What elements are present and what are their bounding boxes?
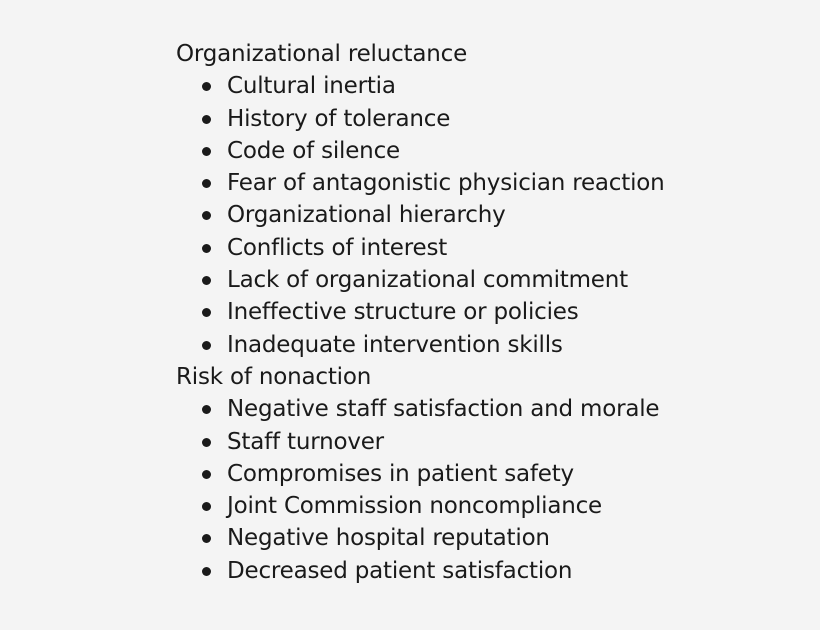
bullet-icon (202, 470, 211, 479)
section-organizational-reluctance (176, 38, 796, 361)
list-item (176, 458, 796, 490)
bullet-icon (202, 341, 211, 350)
list-item-text: Code of silence (227, 137, 400, 164)
document-body (176, 38, 796, 587)
list-item (176, 232, 796, 264)
list-item (176, 70, 796, 102)
list-item (176, 167, 796, 199)
list-item-text: Cultural inertia (227, 73, 396, 100)
list-item-text: Negative hospital reputation (227, 525, 550, 552)
bullet-icon (202, 179, 211, 188)
bullet-icon (202, 82, 211, 91)
bullet-icon (202, 276, 211, 285)
list-item-text: Joint Commission noncompliance (227, 493, 602, 520)
list-item (176, 199, 796, 231)
bullet-icon (202, 115, 211, 124)
list-item (176, 264, 796, 296)
list-item-text: Ineffective structure or policies (227, 299, 579, 326)
section-risk-of-nonaction (176, 361, 796, 587)
bullet-icon (202, 405, 211, 414)
list-item-text: Fear of antagonistic physician reaction (227, 170, 665, 197)
list-item-text: Lack of organizational commitment (227, 267, 628, 294)
list-item (176, 103, 796, 135)
bullet-icon (202, 502, 211, 511)
list-item-text: Compromises in patient safety (227, 460, 574, 487)
bullet-icon (202, 534, 211, 543)
list-item (176, 522, 796, 554)
bullet-icon (202, 308, 211, 317)
bullet-icon (202, 567, 211, 576)
bullet-list (176, 393, 796, 587)
list-item-text: Inadequate intervention skills (227, 331, 563, 358)
list-item-text: Organizational hierarchy (227, 202, 506, 229)
list-item-text: Staff turnover (227, 428, 384, 455)
bullet-list (176, 70, 796, 361)
list-item (176, 426, 796, 458)
bullet-icon (202, 147, 211, 156)
list-item (176, 135, 796, 167)
list-item (176, 296, 796, 328)
list-item-text: Conflicts of interest (227, 234, 448, 261)
section-heading: Organizational reluctance (176, 41, 468, 67)
list-item-text: Negative staff satisfaction and morale (227, 396, 660, 423)
section-heading: Risk of nonaction (176, 363, 372, 390)
bullet-icon (202, 438, 211, 447)
list-item (176, 555, 796, 587)
list-item-text: Decreased patient satisfaction (227, 557, 573, 584)
list-item (176, 393, 796, 425)
list-item (176, 329, 796, 361)
list-item-text: History of tolerance (227, 105, 451, 132)
bullet-icon (202, 244, 211, 253)
bullet-icon (202, 211, 211, 220)
list-item (176, 490, 796, 522)
